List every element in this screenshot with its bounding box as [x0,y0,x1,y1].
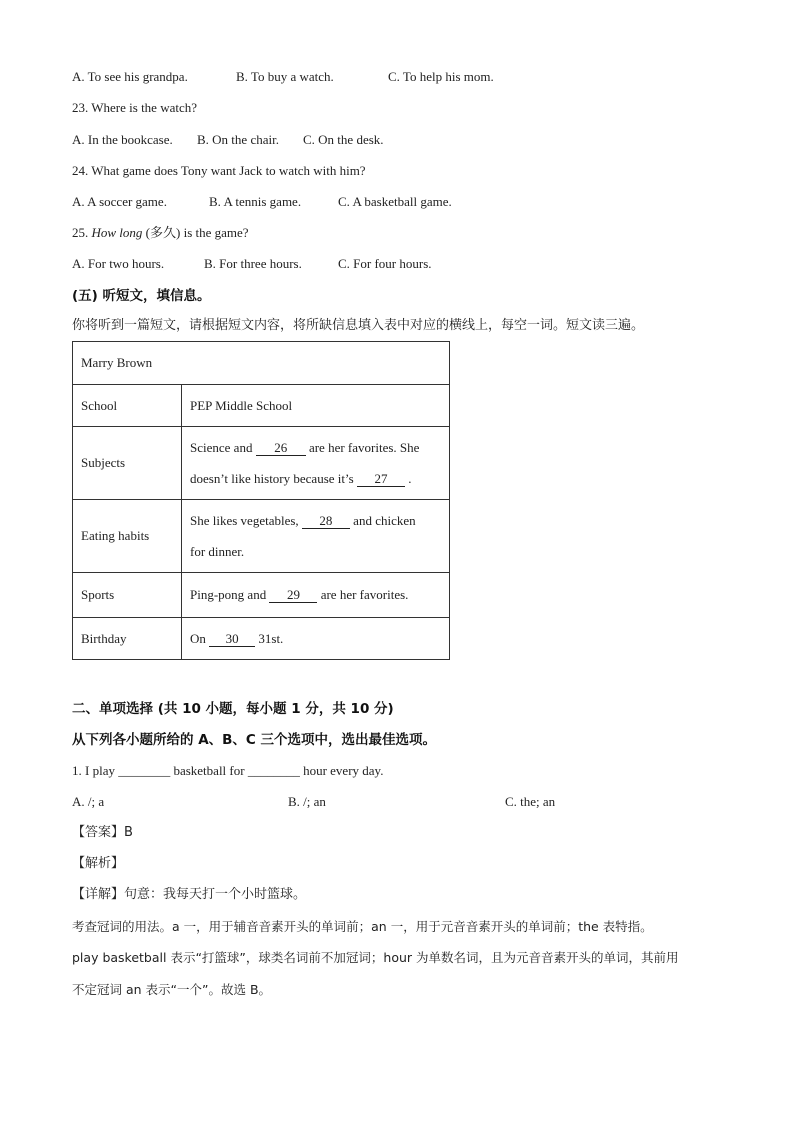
table-row [73,500,450,573]
q23-option-a: A. In the bookcase. [72,132,173,147]
q23-stem: 23. Where is the watch? [72,100,198,115]
row-value-eating: She likes vegetables, 28 and chicken for dinner. [182,500,450,573]
blank-27: 27 [357,472,405,487]
row-label-subjects: Subjects [73,427,182,500]
part2-instruction: 从下列各小题所给的 A、B、C 三个选项中，选出最佳选项。 [72,732,437,748]
q23-option-b: B. On the chair. [197,132,279,147]
section5-instruction: 你将听到一篇短文，请根据短文内容，将所缺信息填入表中对应的横线上，每空一词。短文读三遍。 [72,318,645,333]
q25-option-c: C. For four hours. [338,256,432,271]
table-row [73,427,450,500]
section5-heading: (五) 听短文，填信息。 [72,288,211,304]
row-value-subjects: Science and 26 are her favorites. She doesn’t like history because it’s 27 . [182,427,450,500]
q22-option-b: B. To buy a watch. [236,69,334,84]
q24-option-c: C. A basketball game. [338,194,452,209]
q24-stem: 24. What game does Tony want Jack to watch with him? [72,163,366,178]
explanation-line-1: 考查冠词的用法。a 一，用于辅音音素开头的单词前；an 一，用于元音音素开头的单词前；the 表特指。 [72,919,653,934]
blank-30: 30 [209,632,255,647]
q22-option-a: A. To see his grandpa. [72,69,188,84]
table-row [73,385,450,427]
q22-option-c: C. To help his mom. [388,69,494,84]
analysis-label: 【解析】 [72,856,125,871]
q25-option-b: B. For three hours. [204,256,302,271]
row-label-birthday: Birthday [73,618,182,660]
q23-option-c: C. On the desk. [303,132,384,147]
row-value-sports: Ping-pong and 29 are her favorites. [182,573,450,618]
part2-heading: 二、单项选择 (共 10 小题，每小题 1 分，共 10 分) [72,701,394,717]
q25-option-a: A. For two hours. [72,256,165,271]
q24-option-a: A. A soccer game. [72,194,167,209]
q1-option-a: A. /; a [72,794,105,809]
row-label-school: School [73,385,182,427]
blank-28: 28 [302,514,350,529]
detail-text: 【详解】句意：我每天打一个小时篮球。 [72,887,307,902]
table-row [73,573,450,618]
q1-option-b: B. /; an [288,794,326,809]
row-label-eating: Eating habits [73,500,182,573]
blank-26: 26 [256,441,306,456]
row-label-sports: Sports [73,573,182,618]
row-value-birthday: On 30 31st. [182,618,450,660]
q1-option-c: C. the; an [505,794,556,809]
explanation-line-2: play basketball 表示“打篮球”，球类名词前不加冠词；hour 为单数名词，且为元音音素开头的单词，其前用 [72,950,679,965]
q24-option-b: B. A tennis game. [209,194,302,209]
q1-stem: 1. I play ________ basketball for ________ hour every day. [72,763,384,778]
info-table [72,341,450,660]
table-title: Marry Brown [73,342,450,385]
explanation-line-3: 不定冠词 an 表示“一个”。故选 B。 [72,982,272,997]
blank-29: 29 [269,588,317,603]
q25-stem: 25. How long (多久) is the game? [72,225,249,240]
row-value-school: PEP Middle School [182,385,450,427]
table-row [73,618,450,660]
answer-label: 【答案】B [72,825,133,840]
